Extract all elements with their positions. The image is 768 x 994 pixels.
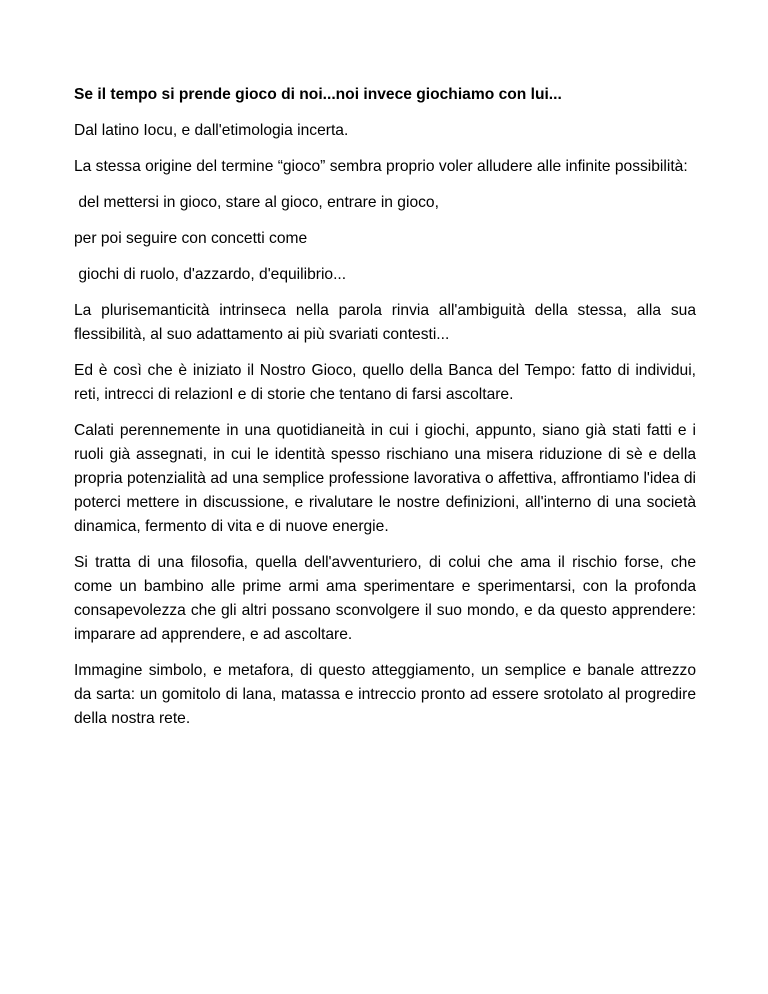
paragraph-plurisemanticita: La plurisemanticità intrinseca nella parola rinvia all'ambiguità della stessa, alla sua flessibilità, al suo adattamento ai più svariati contesti... [74,302,696,343]
paragraph-quotidianeita: Calati perennemente in una quotidianeità in cui i giochi, appunto, siano già stati fatti e i ruoli già assegnati, in cui le identità spesso rischiano una misera riduzione di sè e della propria potenzialità ad una semplice professione lavorativa o affettiva, affrontiamo l'idea di poterci mettere in discussione, e rivalutare le nostre definizioni, all'interno di una società dinamica, fermento di vita e di nuove energie. [74,422,696,535]
paragraph-filosofia: Si tratta di una filosofia, quella dell'avventuriero, di colui che ama il rischio forse, che come un bambino alle prime armi ama sperimentare e sperimentarsi, con la profonda consapevolezza che gli altri possano sconvolgere il suo mondo, e da questo apprendere: imparare ad apprendere, e ad ascoltare. [74,554,696,643]
paragraph-mettersi-in-gioco: del mettersi in gioco, stare al gioco, entrare in gioco, [74,194,439,211]
paragraph-etymology: Dal latino Iocu, e dall'etimologia incerta. [74,122,349,139]
paragraph-giochi-di-ruolo: giochi di ruolo, d'azzardo, d'equilibrio... [74,266,347,283]
paragraph-concetti: per poi seguire con concetti come [74,230,308,247]
document-title: Se il tempo si prende gioco di noi...noi invece giochiamo con lui... [74,86,562,103]
paragraph-origin: La stessa origine del termine “gioco” sembra proprio voler alludere alle infinite possibilità: [74,158,688,175]
paragraph-immagine-simbolo: Immagine simbolo, e metafora, di questo atteggiamento, un semplice e banale attrezzo da sarta: un gomitolo di lana, matassa e intreccio pronto ad essere srotolato al progredire della nostra rete. [74,662,696,727]
paragraph-nostro-gioco: Ed è così che è iniziato il Nostro Gioco, quello della Banca del Tempo: fatto di individui, reti, intrecci di relazionI e di storie che tentano di farsi ascoltare. [74,362,696,403]
document-page [74,83,696,743]
